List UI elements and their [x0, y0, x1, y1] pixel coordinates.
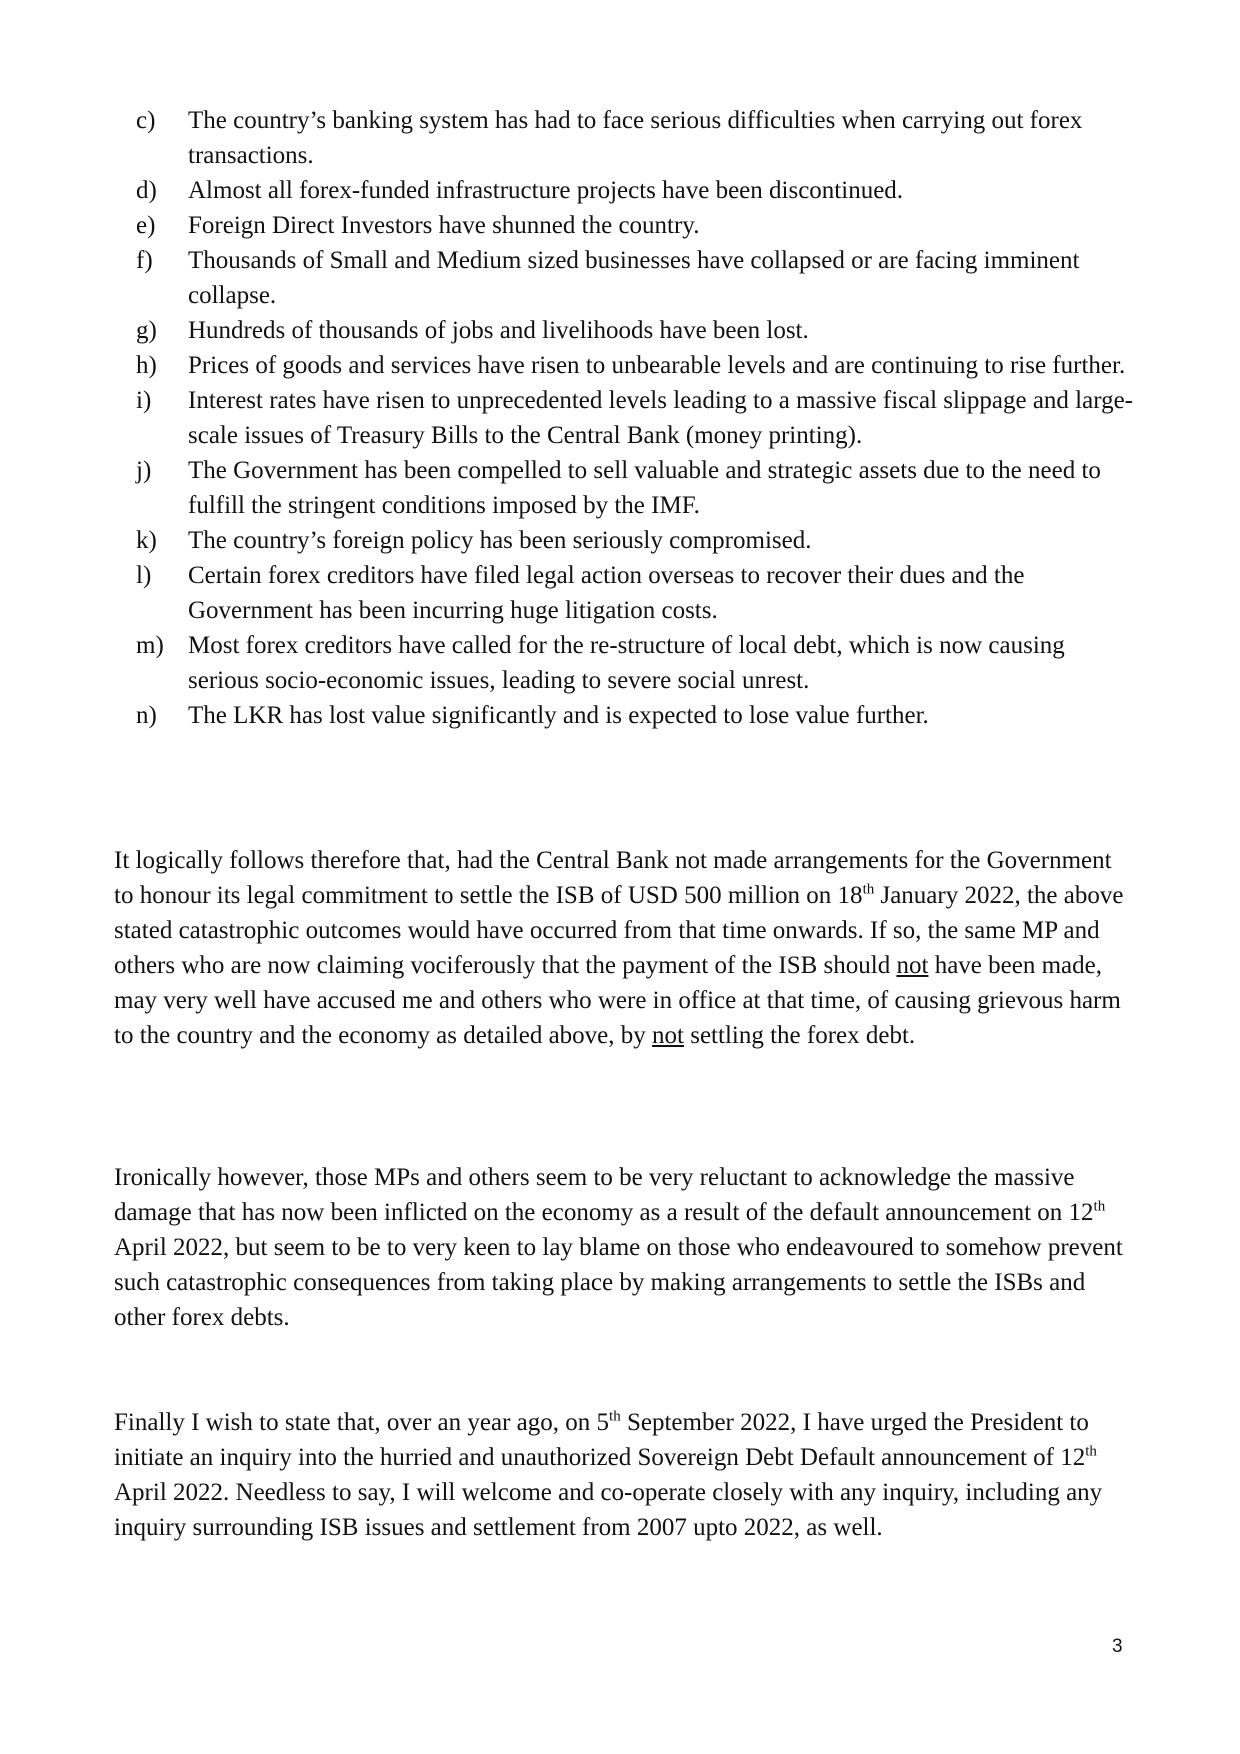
superscript: th: [862, 881, 875, 898]
list-marker: l): [136, 562, 152, 589]
text-run: September 2022, I have urged the President to initiate an inquiry into the hurried and unauthorized Sovereign Debt Default announcement of 12: [114, 1409, 1089, 1471]
list-item-text: Prices of goods and services have risen to unbearable levels and are continuing to rise further.: [188, 352, 1126, 379]
list-item-f: [136, 243, 1136, 313]
superscript: th: [1093, 1198, 1106, 1215]
list-marker: d): [136, 177, 157, 204]
list-item-text: The Government has been compelled to sell valuable and strategic assets due to the need to fulfill the stringent conditions imposed by the IMF.: [188, 457, 1101, 519]
list-marker: k): [136, 527, 157, 554]
page-number: 3: [1112, 1636, 1123, 1657]
text-run: settling the forex debt.: [683, 1022, 916, 1049]
text-run: Ironically however, those MPs and others seem to be very reluctant to acknowledge the massive damage that has now been inflicted on the economy as a result of the default announcement on 12: [114, 1164, 1094, 1226]
superscript: th: [609, 1408, 621, 1425]
list-item-text: Hundreds of thousands of jobs and livelihoods have been lost.: [188, 317, 809, 344]
list-item-m: [136, 628, 1136, 698]
list-item-text: Interest rates have risen to unprecedented levels leading to a massive fiscal slippage and large-scale issues of Treasury Bills to the Central Bank (money printing).: [188, 387, 1134, 449]
list-marker: j): [136, 457, 152, 484]
list-item-h: [136, 348, 1136, 383]
list-item-k: [136, 523, 1136, 558]
list-item-text: Thousands of Small and Medium sized businesses have collapsed or are facing imminent collapse.: [188, 247, 1080, 309]
text-run: January 2022, the above stated catastrophic outcomes would have occurred from that time onwards. If so, the same MP and others who are now claiming vociferously that the payment of the ISB should: [114, 882, 1124, 979]
text-run: have been made, may very well have accused me and others who were in office at that time, of causing grievous harm to the country and the economy as detailed above, by: [114, 952, 1121, 1049]
list-marker: m): [136, 632, 164, 659]
list-item-d: [136, 173, 1136, 208]
paragraph-inquiry-request: [114, 1405, 1124, 1545]
list-item-i: [136, 383, 1136, 453]
list-marker: e): [136, 212, 156, 239]
list-marker: i): [136, 387, 152, 414]
underlined-emphasis: not: [896, 952, 929, 979]
paragraph-isb-settlement: [114, 843, 1124, 1053]
underlined-emphasis: not: [652, 1022, 684, 1049]
list-marker: h): [136, 352, 157, 379]
list-item-text: Most forex creditors have called for the re-structure of local debt, which is now causing serious socio-economic issues, leading to severe social unrest.: [188, 632, 1065, 694]
list-marker: n): [136, 702, 157, 729]
superscript: th: [1085, 1443, 1097, 1460]
list-item-text: Almost all forex-funded infrastructure projects have been discontinued.: [188, 177, 904, 204]
list-item-e: [136, 208, 1136, 243]
list-item-j: [136, 453, 1136, 523]
list-marker: c): [136, 107, 156, 134]
list-item-text: The country’s foreign policy has been seriously compromised.: [188, 527, 812, 554]
text-run: Finally I wish to state that, over an year ago, on 5: [114, 1409, 610, 1436]
list-marker: g): [136, 317, 157, 344]
list-item-g: [136, 313, 1136, 348]
list-item-text: The LKR has lost value significantly and is expected to lose value further.: [188, 702, 929, 729]
text-run: It logically follows therefore that, had the Central Bank not made arrangements for the Government to honour its legal commitment to settle the ISB of USD 500 million on 18: [114, 847, 1112, 909]
paragraph-default-announcement: [114, 1160, 1124, 1335]
text-run: April 2022. Needless to say, I will welcome and co-operate closely with any inquiry, including any inquiry surrounding ISB issues and settlement from 2007 upto 2022, as well.: [114, 1479, 1103, 1541]
list-item-n: [136, 698, 1136, 733]
list-item-text: The country’s banking system has had to face serious difficulties when carrying out forex transactions.: [188, 107, 1083, 169]
text-run: April 2022, but seem to be to very keen to lay blame on those who endeavoured to somehow prevent such catastrophic consequences from taking place by making arrangements to settle the ISBs and other forex debts.: [114, 1234, 1123, 1331]
list-marker: f): [136, 247, 153, 274]
list-item-c: [136, 103, 1136, 173]
list-item-text: Foreign Direct Investors have shunned the country.: [188, 212, 700, 239]
list-item-l: [136, 558, 1136, 628]
list-item-text: Certain forex creditors have filed legal action overseas to recover their dues and the Government has been incurring huge litigation costs.: [188, 562, 1025, 624]
consequences-list: [136, 103, 1136, 733]
